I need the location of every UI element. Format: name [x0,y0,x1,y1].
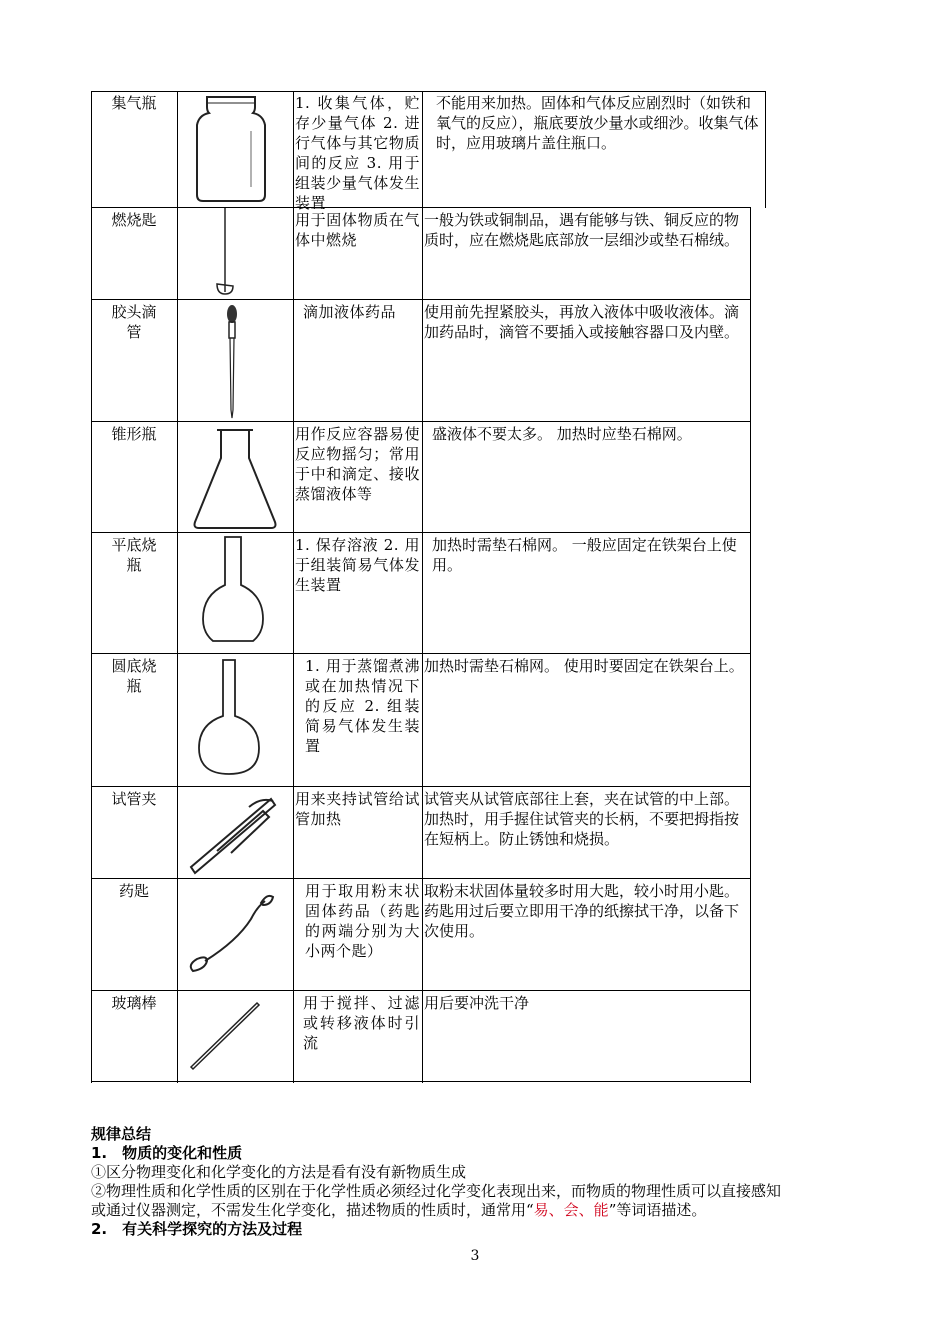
instrument-note: 加热时需垫石棉网。 使用时要固定在铁架台上。 [424,657,744,675]
instrument-use: 1. 收集气体，贮存少量气体 2. 进行气体与其它物质间的反应 3. 用于组装少量气体发生装置 [295,94,420,212]
table-row [91,787,751,879]
combustion-spoon-icon [177,208,293,299]
instrument-note: 用后要冲洗干净 [424,994,530,1012]
summary-item-1-line-2: ②物理性质和化学性质的区别在于化学性质必须经过化学变化表现出来，而物质的物理性质可以直接感知 [91,1182,782,1200]
instrument-name: 平底烧瓶 [111,536,157,574]
table-row [91,533,751,654]
conical-flask-icon [177,422,293,532]
instrument-note: 取粉末状固体量较多时用大匙，较小时用小匙。药匙用过后要立即用干净的纸擦拭干净，以备下次使用。 [424,882,740,940]
instrument-use: 用于搅拌、过滤或转移液体时引流 [303,994,420,1052]
instrument-name: 试管夹 [111,790,157,808]
table-row [91,422,751,533]
instrument-use: 1. 保存溶液 2. 用于组装简易气体发生装置 [295,536,420,594]
column-divider [293,91,294,1083]
summary-item-2-title: 2. 有关科学探究的方法及过程 [91,1220,303,1238]
page-number: 3 [470,1248,480,1264]
table-row [91,91,759,212]
instrument-note: 盛液体不要太多。 加热时应垫石棉网。 [432,425,692,443]
gas-bottle-icon [177,91,293,207]
table-row [91,300,751,422]
table-row [91,991,751,1082]
instrument-note: 加热时需垫石棉网。 一般应固定在铁架台上使用。 [432,536,737,574]
instrument-note: 试管夹从试管底部往上套，夹在试管的中上部。加热时，用手握住试管夹的长柄，不要把拇指按在短柄上。防止锈蚀和烧损。 [424,790,740,848]
instrument-use: 用于固体物质在气体中燃烧 [295,211,420,249]
instrument-name: 玻璃棒 [111,994,157,1012]
instrument-use: 用作反应容器易使反应物摇匀；常用于中和滴定、接收蒸馏液体等 [295,425,420,503]
instrument-note: 一般为铁或铜制品，遇有能够与铁、铜反应的物质时，应在燃烧匙底部放一层细沙或垫石棉绒。 [424,211,740,249]
summary-heading: 规律总结 [91,1125,152,1143]
table-row [91,208,751,300]
instrument-name: 锥形瓶 [111,425,157,443]
medicine-spoon-icon [177,879,293,990]
table-row [91,654,751,787]
summary-section [91,1125,871,1239]
instrument-name: 胶头滴管 [111,303,157,341]
flat-bottom-flask-icon [177,533,293,653]
glass-rod-icon [177,991,293,1081]
instrument-use: 1. 用于蒸馏煮沸或在加热情况下的反应 2. 组装简易气体发生装置 [305,657,420,755]
summary-item-1-line-3: 或通过仪器测定，不需发生化学变化，描述物质的性质时，通常用“易、会、能”等词语描述。 [91,1201,707,1219]
summary-item-1-line-1: ①区分物理变化和化学变化的方法是看有没有新物质生成 [91,1163,467,1181]
instrument-use: 用于取用粉末状固体药品（药匙的两端分别为大小两个匙） [305,882,420,960]
instrument-name: 圆底烧瓶 [111,657,157,695]
column-divider [177,91,178,1083]
highlight-keywords: 易、会、能 [533,1201,609,1219]
instrument-table [91,91,759,1082]
instrument-name: 药匙 [118,882,149,900]
table-border-right [750,208,751,1083]
dropper-icon [177,300,293,421]
instrument-note: 不能用来加热。固体和气体反应剧烈时（如铁和氧气的反应），瓶底要放少量水或细沙。收集气体时，应用玻璃片盖住瓶口。 [436,94,759,152]
table-border-right-top [765,91,766,208]
table-border-left [91,91,92,1083]
instrument-name: 燃烧匙 [111,211,157,229]
table-row [91,879,751,991]
summary-item-1-title: 1. 物质的变化和性质 [91,1144,243,1162]
test-tube-holder-icon [177,787,293,878]
instrument-note: 使用前先捏紧胶头，再放入液体中吸收液体。滴加药品时，滴管不要插入或接触容器口及内壁。 [424,303,740,341]
instrument-use: 用来夹持试管给试管加热 [295,790,420,828]
instrument-name: 集气瓶 [111,94,157,112]
round-bottom-flask-icon [177,654,293,786]
instrument-use: 滴加液体药品 [303,303,397,321]
column-divider [422,91,423,1083]
